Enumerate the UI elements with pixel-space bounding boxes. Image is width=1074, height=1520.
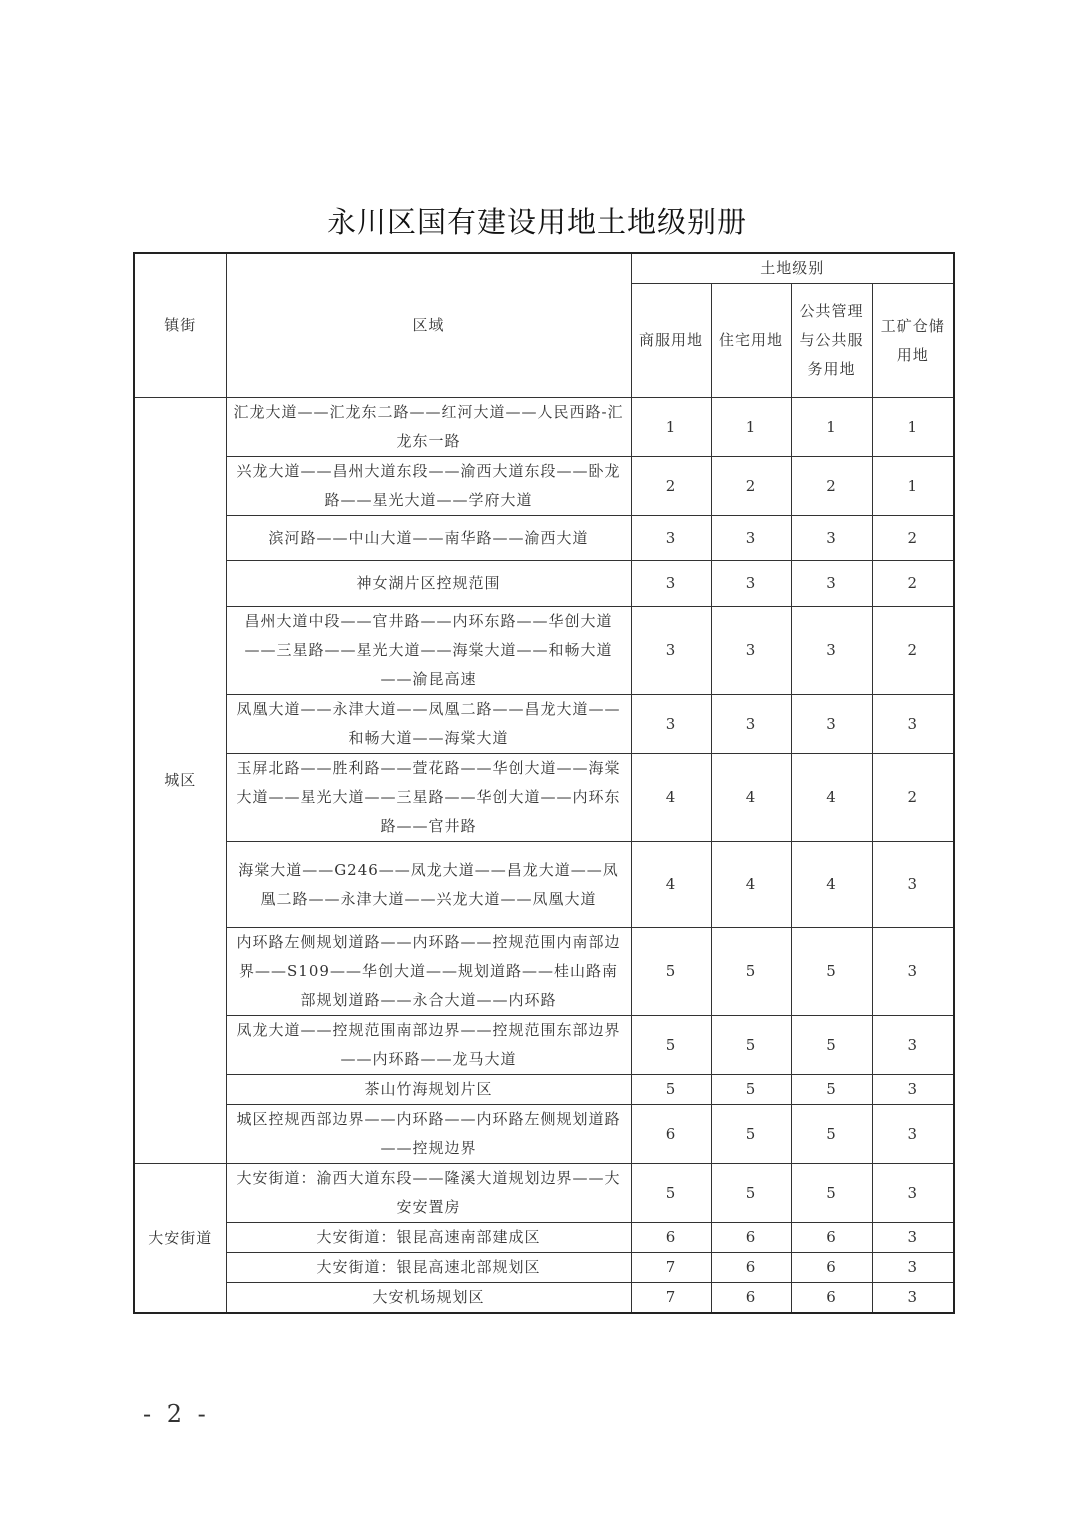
grade-cell: 1 bbox=[631, 398, 711, 457]
grade-cell: 4 bbox=[711, 754, 791, 842]
region-cell: 昌州大道中段——官井路——内环东路——华创大道——三星路——星光大道——海棠大道——和畅大道——渝昆高速 bbox=[226, 607, 631, 695]
grade-cell: 5 bbox=[631, 928, 711, 1016]
grade-cell: 3 bbox=[872, 1016, 954, 1075]
grade-cell: 5 bbox=[711, 1016, 791, 1075]
grade-cell: 1 bbox=[872, 457, 954, 516]
grade-cell: 3 bbox=[791, 695, 872, 754]
grade-cell: 5 bbox=[791, 1105, 872, 1164]
grade-cell: 2 bbox=[631, 457, 711, 516]
region-cell: 大安机场规划区 bbox=[226, 1283, 631, 1314]
region-cell: 大安街道：银昆高速北部规划区 bbox=[226, 1253, 631, 1283]
region-cell: 城区控规西部边界——内环路——内环路左侧规划道路——控规边界 bbox=[226, 1105, 631, 1164]
grade-cell: 3 bbox=[711, 695, 791, 754]
region-cell: 滨河路——中山大道——南华路——渝西大道 bbox=[226, 516, 631, 561]
page-number: - 2 - bbox=[143, 1400, 210, 1428]
grade-cell: 5 bbox=[791, 1016, 872, 1075]
table-row bbox=[134, 398, 954, 457]
table-row bbox=[134, 928, 954, 1016]
grade-cell: 5 bbox=[631, 1016, 711, 1075]
table-row bbox=[134, 842, 954, 928]
header-col-public: 公共管理与公共服务用地 bbox=[791, 284, 872, 398]
region-cell: 神女湖片区控规范围 bbox=[226, 561, 631, 607]
grade-cell: 5 bbox=[631, 1075, 711, 1105]
grade-cell: 2 bbox=[711, 457, 791, 516]
table-row bbox=[134, 1016, 954, 1075]
region-cell: 大安街道：渝西大道东段——隆溪大道规划边界——大安安置房 bbox=[226, 1164, 631, 1223]
table-row bbox=[134, 1253, 954, 1283]
grade-cell: 7 bbox=[631, 1283, 711, 1314]
grade-cell: 6 bbox=[791, 1223, 872, 1253]
grade-cell: 5 bbox=[711, 1075, 791, 1105]
table-row bbox=[134, 1105, 954, 1164]
grade-cell: 5 bbox=[791, 928, 872, 1016]
grade-cell: 6 bbox=[791, 1253, 872, 1283]
region-cell: 海棠大道——G246——凤龙大道——昌龙大道——凤凰二路——永津大道——兴龙大道——凤凰大道 bbox=[226, 842, 631, 928]
header-col-industrial: 工矿仓储用地 bbox=[872, 284, 954, 398]
table-row bbox=[134, 1223, 954, 1253]
table-row bbox=[134, 695, 954, 754]
grade-cell: 1 bbox=[872, 398, 954, 457]
grade-cell: 3 bbox=[631, 695, 711, 754]
grade-cell: 2 bbox=[791, 457, 872, 516]
grade-cell: 1 bbox=[791, 398, 872, 457]
grade-cell: 5 bbox=[791, 1075, 872, 1105]
grade-cell: 4 bbox=[631, 842, 711, 928]
grade-cell: 4 bbox=[631, 754, 711, 842]
town-cell: 城区 bbox=[134, 398, 226, 1164]
header-grade: 土地级别 bbox=[631, 253, 954, 284]
grade-cell: 3 bbox=[791, 607, 872, 695]
town-cell: 大安街道 bbox=[134, 1164, 226, 1314]
region-cell: 兴龙大道——昌州大道东段——渝西大道东段——卧龙路——星光大道——学府大道 bbox=[226, 457, 631, 516]
grade-cell: 5 bbox=[711, 1164, 791, 1223]
grade-cell: 1 bbox=[711, 398, 791, 457]
grade-cell: 3 bbox=[872, 695, 954, 754]
grade-cell: 3 bbox=[711, 516, 791, 561]
grade-cell: 4 bbox=[791, 842, 872, 928]
grade-cell: 3 bbox=[791, 561, 872, 607]
region-cell: 茶山竹海规划片区 bbox=[226, 1075, 631, 1105]
header-col-commercial: 商服用地 bbox=[631, 284, 711, 398]
grade-cell: 2 bbox=[872, 607, 954, 695]
grade-cell: 2 bbox=[872, 754, 954, 842]
header-town: 镇街 bbox=[134, 253, 226, 398]
table-row bbox=[134, 561, 954, 607]
grade-cell: 3 bbox=[631, 561, 711, 607]
grade-cell: 3 bbox=[872, 842, 954, 928]
grade-cell: 3 bbox=[872, 1283, 954, 1314]
grade-cell: 3 bbox=[791, 516, 872, 561]
header-col-residential: 住宅用地 bbox=[711, 284, 791, 398]
grade-cell: 6 bbox=[631, 1223, 711, 1253]
table-row bbox=[134, 1075, 954, 1105]
grade-cell: 3 bbox=[631, 607, 711, 695]
region-cell: 汇龙大道——汇龙东二路——红河大道——人民西路-汇龙东一路 bbox=[226, 398, 631, 457]
grade-cell: 4 bbox=[711, 842, 791, 928]
grade-cell: 6 bbox=[711, 1283, 791, 1314]
grade-cell: 3 bbox=[711, 607, 791, 695]
grade-cell: 5 bbox=[711, 928, 791, 1016]
table-row bbox=[134, 1283, 954, 1314]
grade-cell: 3 bbox=[872, 1164, 954, 1223]
grade-cell: 2 bbox=[872, 516, 954, 561]
grade-cell: 3 bbox=[872, 1253, 954, 1283]
grade-cell: 6 bbox=[711, 1223, 791, 1253]
grade-cell: 4 bbox=[791, 754, 872, 842]
land-grade-table bbox=[133, 252, 955, 1314]
region-cell: 凤凰大道——永津大道——凤凰二路——昌龙大道——和畅大道——海棠大道 bbox=[226, 695, 631, 754]
region-cell: 大安街道：银昆高速南部建成区 bbox=[226, 1223, 631, 1253]
grade-cell: 6 bbox=[791, 1283, 872, 1314]
region-cell: 内环路左侧规划道路——内环路——控规范围内南部边界——S109——华创大道——规划道路——桂山路南部规划道路——永合大道——内环路 bbox=[226, 928, 631, 1016]
table-row bbox=[134, 754, 954, 842]
grade-cell: 2 bbox=[872, 561, 954, 607]
grade-cell: 7 bbox=[631, 1253, 711, 1283]
table-row bbox=[134, 1164, 954, 1223]
region-cell: 玉屏北路——胜利路——萱花路——华创大道——海棠大道——星光大道——三星路——华创大道——内环东路——官井路 bbox=[226, 754, 631, 842]
grade-cell: 6 bbox=[631, 1105, 711, 1164]
table-row bbox=[134, 607, 954, 695]
grade-cell: 5 bbox=[711, 1105, 791, 1164]
grade-cell: 5 bbox=[791, 1164, 872, 1223]
grade-cell: 3 bbox=[711, 561, 791, 607]
grade-cell: 3 bbox=[872, 1223, 954, 1253]
document-title: 永川区国有建设用地土地级别册 bbox=[326, 205, 747, 239]
grade-cell: 3 bbox=[631, 516, 711, 561]
grade-cell: 5 bbox=[631, 1164, 711, 1223]
table-row bbox=[134, 457, 954, 516]
grade-cell: 3 bbox=[872, 1105, 954, 1164]
region-cell: 凤龙大道——控规范围南部边界——控规范围东部边界——内环路——龙马大道 bbox=[226, 1016, 631, 1075]
table-row bbox=[134, 516, 954, 561]
grade-cell: 6 bbox=[711, 1253, 791, 1283]
header-region: 区域 bbox=[226, 253, 631, 398]
grade-cell: 3 bbox=[872, 1075, 954, 1105]
grade-cell: 3 bbox=[872, 928, 954, 1016]
